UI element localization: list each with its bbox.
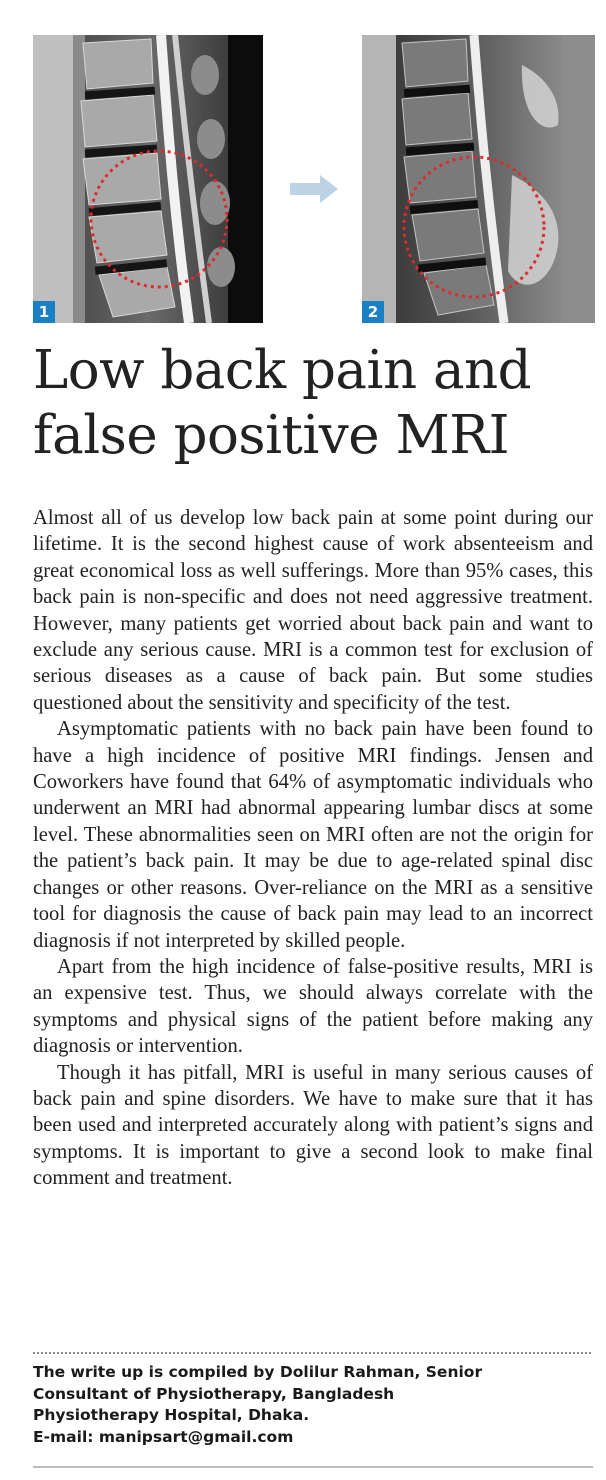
headline-line-2: false positive MRI <box>33 405 510 466</box>
paragraph-4: Though it has pitfall, MRI is useful in many serious causes of back pain and spine disorders. We have to make sure that it has been used and interpreted accurately along with patient’s signs and symptoms. It is important to give a second look to make final comment and treatment. <box>33 1061 593 1190</box>
panel-number-1: 1 <box>33 301 55 323</box>
panel-number-2: 2 <box>362 301 384 323</box>
article-headline <box>33 338 593 468</box>
paragraph-2: Asymptomatic patients with no back pain have been found to have a high incidence of positive MRI findings. Jensen and Coworkers have found that 64% of asymptomatic individuals who underwent an MRI had abnormal appearing lumbar discs at some level. These abnormalities seen on MRI often are not the origin for the patient’s back pain. It may be due to age-related spinal disc changes or other reasons. Over-reliance on the MRI as a sensitive tool for diagnosis the cause of back pain may lead to an incorrect diagnosis if not interpreted by skilled people. <box>33 718 593 952</box>
paragraph-3: Apart from the high incidence of false-positive results, MRI is an expensive test. Thus, we should always correlate with the symptoms and physical signs of the patient before making any diagnosis or intervention. <box>33 955 593 1058</box>
author-credit <box>33 1362 593 1448</box>
dotted-divider <box>33 1352 591 1354</box>
mri-scan-1-image <box>33 35 263 323</box>
headline-line-1: Low back pain and <box>33 340 532 401</box>
author-email: E-mail: manipsart@gmail.com <box>33 1427 294 1446</box>
article-body <box>33 505 593 1192</box>
credit-line-3: Physiotherapy Hospital, Dhaka. <box>33 1406 310 1424</box>
credit-line-1: The write up is compiled by Dolilur Rahman, Senior <box>33 1363 483 1381</box>
bottom-rule <box>33 1466 593 1468</box>
mri-scan-after <box>362 35 595 323</box>
credit-line-2: Consultant of Physiotherapy, Bangladesh <box>33 1384 395 1403</box>
right-arrow-icon <box>290 174 340 204</box>
mri-figure <box>33 35 595 323</box>
mri-scan-2-image <box>362 35 595 323</box>
paragraph-1: Almost all of us develop low back pain at some point during our lifetime. It is the second highest cause of work absenteeism and great economical loss as well sufferings. More than 95% cases, this back pain is non-specific and does not need aggressive treatment. However, many patients get worried about back pain and want to exclude any serious cause. MRI is a common test for exclusion of serious diseases as a cause of back pain. But some studies questioned about the sensitivity and specificity of the test. <box>33 507 593 714</box>
mri-scan-before <box>33 35 263 323</box>
